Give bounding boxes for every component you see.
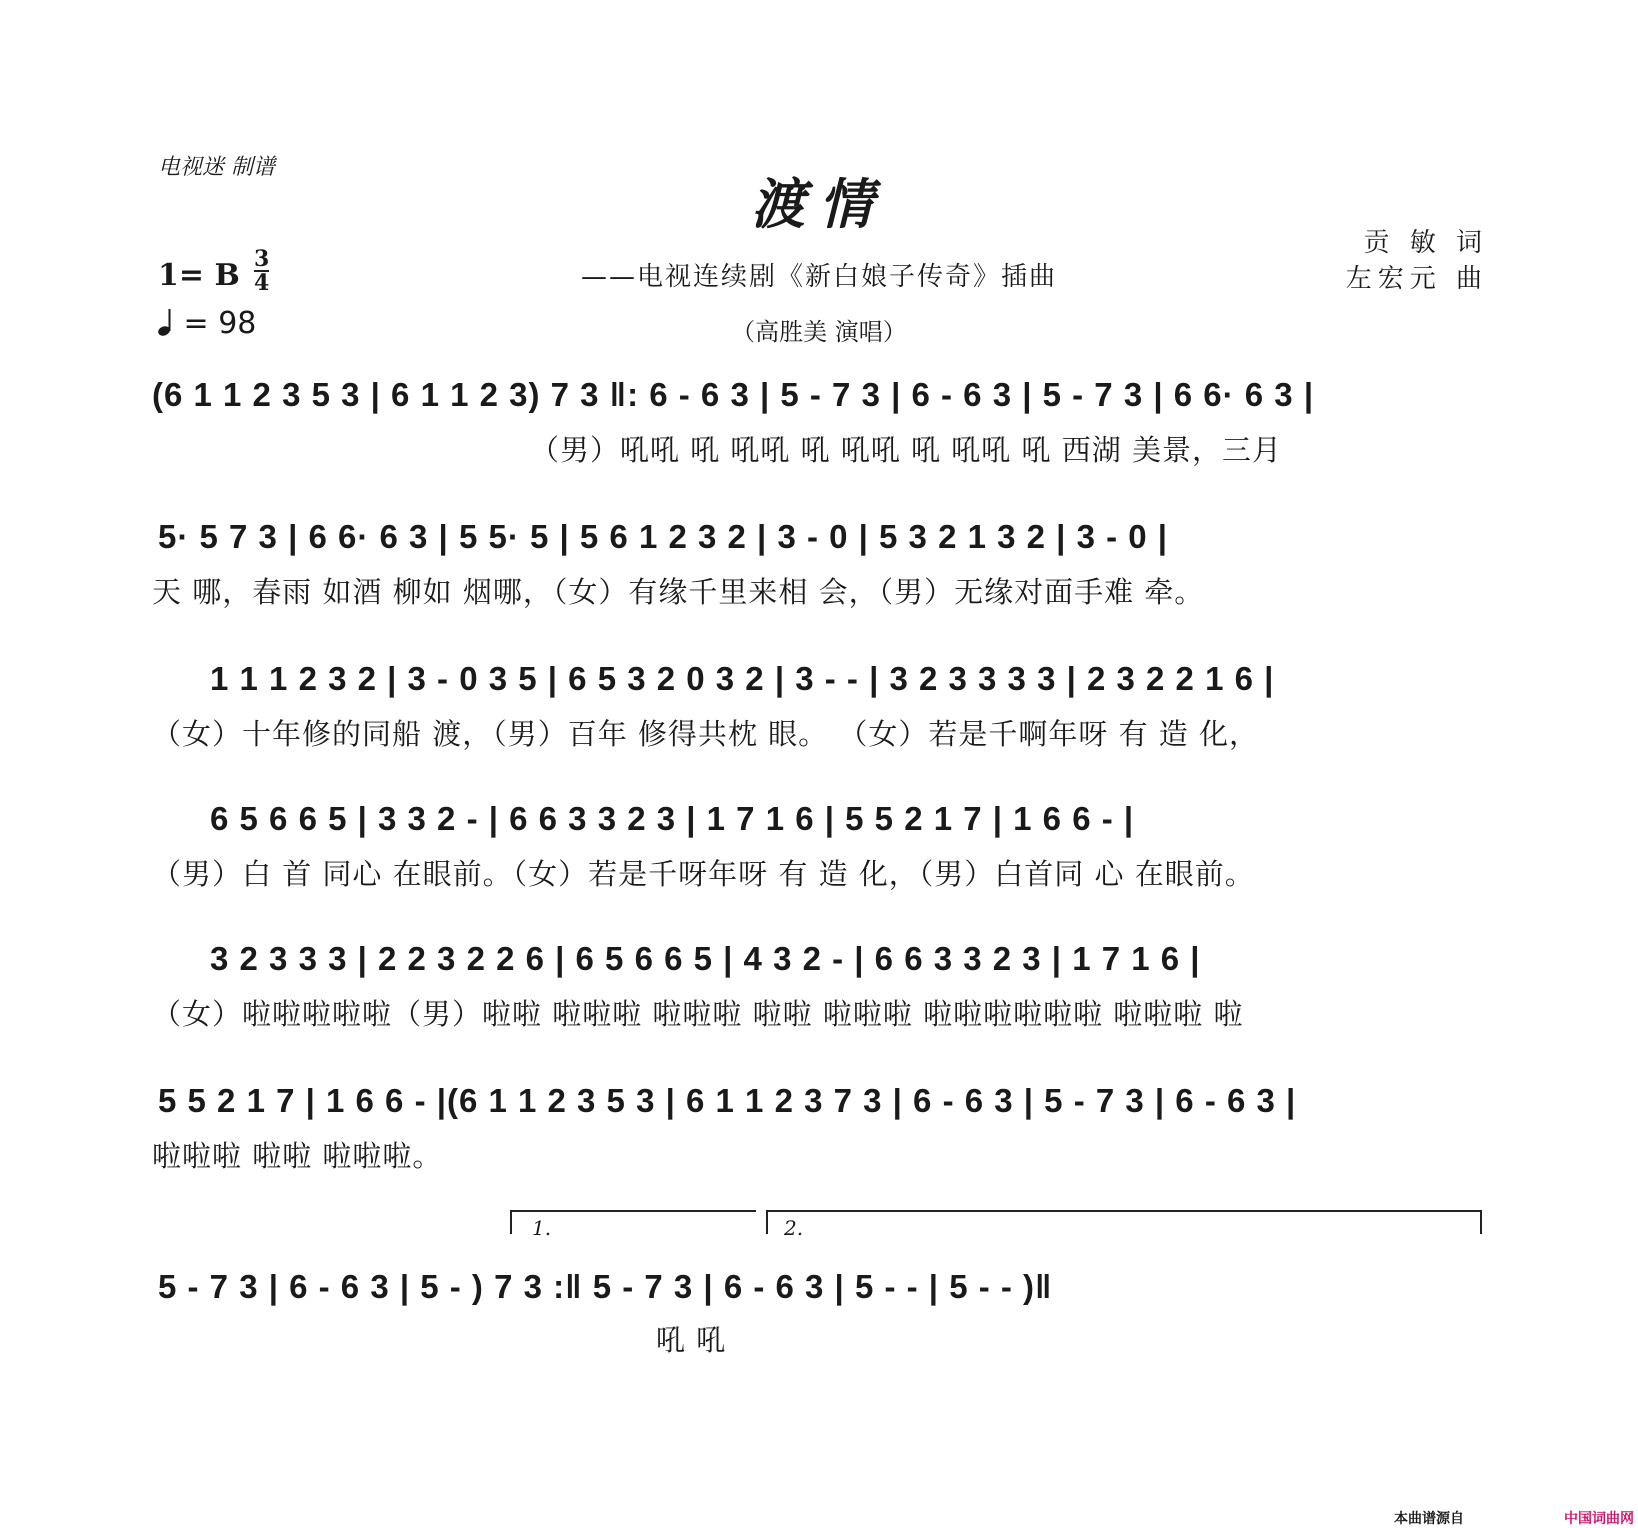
meter-top: 3 [254, 246, 270, 272]
key-signature: 1= B [158, 258, 240, 293]
meter-bottom: 4 [254, 270, 270, 296]
score-line-3-lyrics: （女）十年修的同船 渡，（男）百年 修得共枕 眼。 （女）若是千啊年呀 有 造 化， [152, 717, 1260, 751]
second-ending-label: 2. [784, 1216, 804, 1240]
song-title: 渡情 [751, 172, 887, 236]
score-line-2-lyrics: 天 哪，春雨 如酒 柳如 烟哪，（女）有缘千里来相 会，（男）无缘对面手难 牵。 [152, 575, 1205, 609]
score-line-1-lyrics: （男）吼吼 吼 吼吼 吼 吼吼 吼 吼吼 吼 西湖 美景，三月 [530, 433, 1282, 467]
song-subtitle: ——电视连续剧《新白娘子传奇》插曲 [580, 262, 1057, 292]
first-ending-label: 1. [532, 1216, 552, 1240]
score-line-5-lyrics: （女）啦啦啦啦啦（男）啦啦 啦啦啦 啦啦啦 啦啦 啦啦啦 啦啦啦啦啦啦 啦啦啦 啦 [152, 997, 1244, 1031]
score-line-7-lyrics: 吼 吼 [656, 1323, 727, 1357]
arranger-credit: 电视迷 制谱 [158, 155, 275, 180]
singer-credit: （高胜美 演唱） [731, 318, 907, 346]
score-line-6-music: 5 5 2 1 7 | 1 6 6 - |(6 1 1 2 3 5 3 | 6 1 1 2 3 7 3 | 6 - 6 3 | 5 - 7 3 | 6 - 6 3 | [158, 1082, 1297, 1119]
source-label: 本曲谱源自 [1394, 1511, 1464, 1527]
score-line-5-music: 3 2 3 3 3 | 2 2 3 2 2 6 | 6 5 6 6 5 | 4 3 2 - | 6 6 3 3 2 3 | 1 7 1 6 | [210, 940, 1201, 977]
score-line-7-music: 5 - 7 3 | 6 - 6 3 | 5 - ) 7 3 :‖ 5 - 7 3 | 6 - 6 3 | 5 - - | 5 - - )‖ [158, 1268, 1053, 1305]
time-signature [254, 248, 269, 294]
score-line-1-music: (6 1 1 2 3 5 3 | 6 1 1 2 3) 7 3 ‖: 6 - 6 3 | 5 - 7 3 | 6 - 6 3 | 5 - 7 3 | 6 6· 6 3 | [152, 376, 1315, 413]
site-watermark: 中国词曲网 [1564, 1511, 1634, 1527]
second-ending-bracket [766, 1210, 1482, 1234]
tempo-marking [158, 306, 256, 341]
quarter-note-icon [158, 307, 174, 337]
score-line-4-lyrics: （男）白 首 同心 在眼前。（女）若是千呀年呀 有 造 化，（男）白首同 心 在眼前。 [152, 857, 1255, 891]
score-line-4-music: 6 5 6 6 5 | 3 3 2 - | 6 6 3 3 2 3 | 1 7 1 6 | 5 5 2 1 7 | 1 6 6 - | [210, 800, 1135, 837]
score-line-2-music: 5· 5 7 3 | 6 6· 6 3 | 5 5· 5 | 5 6 1 2 3 2 | 3 - 0 | 5 3 2 1 3 2 | 3 - 0 | [158, 518, 1169, 555]
lyricist-credit: 贡 敏 词 [1363, 228, 1488, 258]
tempo-value: = 98 [183, 306, 257, 341]
composer-credit: 左宏元 曲 [1345, 264, 1488, 294]
score-line-3-music: 1 1 1 2 3 2 | 3 - 0 3 5 | 6 5 3 2 0 3 2 | 3 - - | 3 2 3 3 3 3 | 2 3 2 2 1 6 | [210, 660, 1275, 697]
score-line-6-lyrics: 啦啦啦 啦啦 啦啦啦。 [152, 1139, 443, 1173]
